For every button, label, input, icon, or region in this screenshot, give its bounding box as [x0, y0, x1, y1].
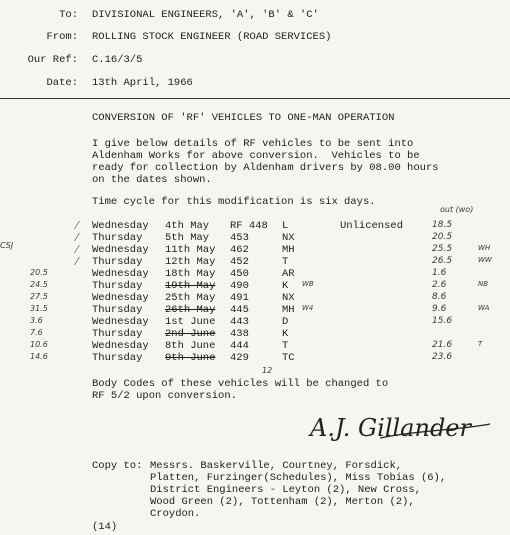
- time-cycle-line: Time cycle for this modification is six days.: [92, 196, 376, 208]
- row-date: 25th May: [165, 292, 216, 304]
- ref-label: Our Ref:: [27, 54, 78, 66]
- row-garage-code: K: [282, 280, 289, 292]
- row-rf-number: 490: [230, 280, 249, 292]
- row-rf-number: 450: [230, 268, 249, 280]
- row-date: 11th May: [165, 244, 216, 256]
- intro-line-2: Aldenham Works for above conversion. Vehicles to be: [92, 150, 420, 162]
- header-rule: [0, 98, 510, 99]
- row-rf-number: 443: [230, 316, 249, 328]
- left-col-head: CSJ: [0, 241, 14, 250]
- to-value: DIVISIONAL ENGINEERS, 'A', 'B' & 'C': [92, 9, 319, 21]
- left-date-note: 27.5: [30, 292, 48, 301]
- row-day: Wednesday: [92, 220, 149, 232]
- right-date-note: 8.6: [432, 292, 447, 302]
- row-garage-code: MH: [282, 304, 295, 316]
- body-code-line-2: RF 5/2 upon conversion.: [92, 390, 237, 402]
- copy-line-3: District Engineers - Leyton (2), New Cross,: [150, 484, 421, 496]
- right-date-note: 21.6: [432, 340, 453, 350]
- row-rf-number: 453: [230, 232, 249, 244]
- row-garage-code: L: [282, 220, 289, 232]
- row-date: 9th June: [165, 352, 216, 364]
- right-date-note: 26.5: [432, 256, 453, 266]
- date-value: 13th April, 1966: [92, 77, 193, 89]
- row-day: Wednesday: [92, 340, 149, 352]
- row-rf-number: 444: [230, 340, 249, 352]
- body-code-line-1: Body Codes of these vehicles will be changed to: [92, 378, 389, 390]
- right-mark: WW: [478, 256, 492, 264]
- row-date: 18th May: [165, 268, 216, 280]
- row-date: 26th May: [165, 304, 216, 316]
- right-mark: WH: [478, 244, 491, 252]
- row-date: 1st June: [165, 316, 216, 328]
- intro-line-1: I give below details of RF vehicles to be sent into: [92, 138, 414, 150]
- left-date-note: 31.5: [30, 304, 48, 313]
- row-date: 4th May: [165, 220, 210, 232]
- tick-mark: ⁄: [76, 243, 78, 256]
- row-day: Thursday: [92, 280, 143, 292]
- row-garage-code: AR: [282, 268, 295, 280]
- row-mark: W4: [302, 304, 314, 312]
- tick-mark: ⁄: [76, 255, 78, 268]
- subject-line: CONVERSION OF 'RF' VEHICLES TO ONE-MAN OPERATION: [92, 112, 395, 124]
- from-value: ROLLING STOCK ENGINEER (ROAD SERVICES): [92, 31, 332, 43]
- body-code-annotation: 12: [262, 366, 273, 375]
- row-garage-code: MH: [282, 244, 295, 256]
- row-day: Wednesday: [92, 292, 149, 304]
- row-rf-number: 429: [230, 352, 249, 364]
- right-date-note: 2.6: [432, 280, 447, 290]
- row-date: 2nd June: [165, 328, 216, 340]
- row-day: Thursday: [92, 328, 143, 340]
- right-date-note: 9.6: [432, 304, 447, 314]
- date-label: Date:: [46, 77, 78, 89]
- row-garage-code: NX: [282, 292, 295, 304]
- row-garage-code: D: [282, 316, 289, 328]
- table-row: [0, 292, 510, 304]
- row-date: 5th May: [165, 232, 210, 244]
- page-number: (14): [92, 521, 118, 533]
- row-rf-number: 438: [230, 328, 249, 340]
- row-date: 8th June: [165, 340, 216, 352]
- right-date-note: 1.6: [432, 268, 447, 278]
- row-day: Thursday: [92, 304, 143, 316]
- right-mark: T: [478, 340, 483, 348]
- intro-line-3: ready for collection by Aldenham drivers by 08.00 hours: [92, 162, 439, 174]
- row-day: Wednesday: [92, 316, 149, 328]
- right-date-note: 18.5: [432, 220, 453, 230]
- row-rf-number: RF 448: [230, 220, 268, 232]
- table-row: [0, 268, 510, 280]
- row-garage-code: K: [282, 328, 289, 340]
- row-day: Wednesday: [92, 268, 149, 280]
- right-date-note: 20.5: [432, 232, 453, 242]
- table-row: [0, 280, 510, 292]
- intro-line-4: on the dates shown.: [92, 174, 212, 186]
- row-garage-code: T: [282, 256, 289, 268]
- table-row: [0, 256, 510, 268]
- signature: [300, 402, 500, 454]
- row-day: Thursday: [92, 232, 143, 244]
- copy-line-4: Wood Green (2), Tottenham (2), Merton (2),: [150, 496, 415, 508]
- table-row: [0, 328, 510, 340]
- row-rf-number: 462: [230, 244, 249, 256]
- from-label: From:: [46, 31, 78, 43]
- table-row: [0, 352, 510, 364]
- right-mark: WA: [478, 304, 490, 312]
- copy-line-5: Croydon.: [150, 508, 201, 520]
- right-mark: NB: [478, 280, 489, 288]
- row-day: Wednesday: [92, 244, 149, 256]
- row-date: 19th May: [165, 280, 216, 292]
- table-row: [0, 316, 510, 328]
- left-date-note: 24.5: [30, 280, 48, 289]
- row-day: Thursday: [92, 352, 143, 364]
- row-rf-number: 452: [230, 256, 249, 268]
- row-date: 12th May: [165, 256, 216, 268]
- to-label: To:: [59, 9, 78, 21]
- left-date-note: 7.6: [30, 328, 43, 337]
- row-rf-number: 491: [230, 292, 249, 304]
- ref-value: C.16/3/5: [92, 54, 143, 66]
- right-col-head: out (wo): [440, 205, 474, 214]
- tick-mark: ⁄: [76, 231, 78, 244]
- right-date-note: 15.6: [432, 316, 453, 326]
- left-date-note: 10.6: [30, 340, 48, 349]
- table-row: [0, 304, 510, 316]
- copy-label: Copy to:: [92, 460, 143, 472]
- left-date-note: 20.5: [30, 268, 48, 277]
- right-date-note: 23.6: [432, 352, 453, 362]
- row-garage-code: TC: [282, 352, 295, 364]
- signature-text: A.J. Gillander: [310, 414, 471, 442]
- left-date-note: 3.6: [30, 316, 43, 325]
- row-garage-code: NX: [282, 232, 295, 244]
- row-rf-number: 445: [230, 304, 249, 316]
- tick-mark: ⁄: [76, 219, 78, 232]
- left-date-note: 14.6: [30, 352, 48, 361]
- row-garage-code: T: [282, 340, 289, 352]
- row-mark: WB: [302, 280, 314, 288]
- right-date-note: 25.5: [432, 244, 453, 254]
- table-row: [0, 340, 510, 352]
- copy-line-2: Platten, Furzinger(Schedules), Miss Tobias (6),: [150, 472, 447, 484]
- row-day: Thursday: [92, 256, 143, 268]
- unlicensed-note: Unlicensed: [340, 220, 404, 232]
- copy-line-1: Messrs. Baskerville, Courtney, Forsdick,: [150, 460, 403, 472]
